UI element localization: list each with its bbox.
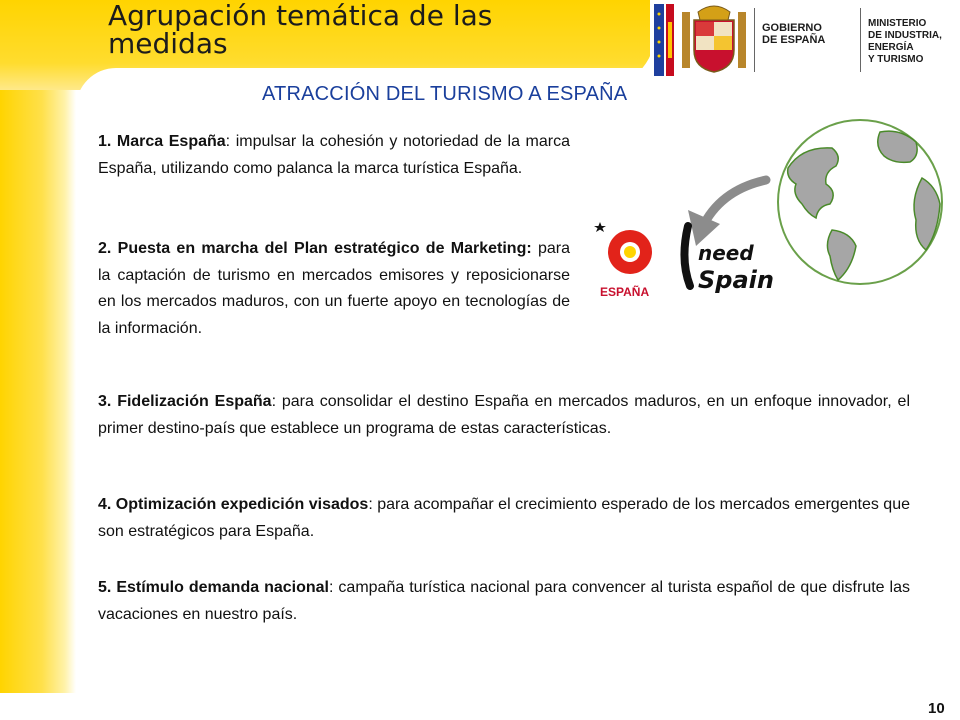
page-number: 10 — [928, 700, 945, 717]
yellow-side-band — [0, 0, 76, 696]
need-word: need — [698, 241, 754, 265]
gobierno-line-1: GOBIERNO — [762, 22, 822, 34]
ministerio-line-3: Y TURISMO — [868, 54, 924, 65]
measure-3-text: : para consolidar el destino España en mercados maduros, en un enfoque innovador, el primer destino-país que establece un programa de estas características. — [98, 393, 910, 437]
measure-5-label: 5. Estímulo demanda nacional — [98, 579, 329, 596]
measure-4 — [98, 492, 910, 545]
page-bottom-margin — [0, 693, 960, 720]
measure-2-text: para la captación de turismo en mercados emisores y reposicionarse en los mercados maduros, con un fuerte apoyo en tecnologías de la información. — [98, 240, 571, 337]
measure-2 — [98, 236, 570, 342]
measure-2-label: 2. Puesta en marcha del Plan estratégico de Marketing: — [98, 240, 532, 257]
measure-4-text: : para acompañar el crecimiento esperado de los mercados emergentes que son estratégicos para España. — [98, 496, 910, 540]
measure-5-text: : campaña turística nacional para convencer al turista español de que disfrute las vacaciones en nuestro país. — [98, 579, 910, 623]
measure-3 — [98, 389, 910, 442]
measure-1-text: : impulsar la cohesión y notoriedad de la marca España, utilizando como palanca la marca turística España. — [98, 133, 570, 177]
ministerio-line-2: DE INDUSTRIA, ENERGÍA — [868, 30, 942, 53]
government-logo — [650, 0, 960, 82]
measure-5 — [98, 575, 910, 628]
spain-word: Spain — [698, 266, 774, 294]
measure-3-label: 3. Fidelización España — [98, 393, 272, 410]
section-subtitle: ATRACCIÓN DEL TURISMO A ESPAÑA — [262, 83, 628, 105]
measure-1 — [98, 129, 570, 182]
globe-illustration — [580, 118, 950, 328]
page-title: Agrupación temática de las medidas — [108, 0, 493, 60]
espana-logo-word: ESPAÑA — [600, 285, 650, 299]
ministerio-line-1: MINISTERIO — [868, 18, 927, 29]
espana-brand-logo — [594, 222, 652, 299]
measure-1-label: 1. Marca España — [98, 133, 226, 150]
measure-4-label: 4. Optimización expedición visados — [98, 496, 369, 513]
gobierno-line-2: DE ESPAÑA — [762, 34, 826, 46]
